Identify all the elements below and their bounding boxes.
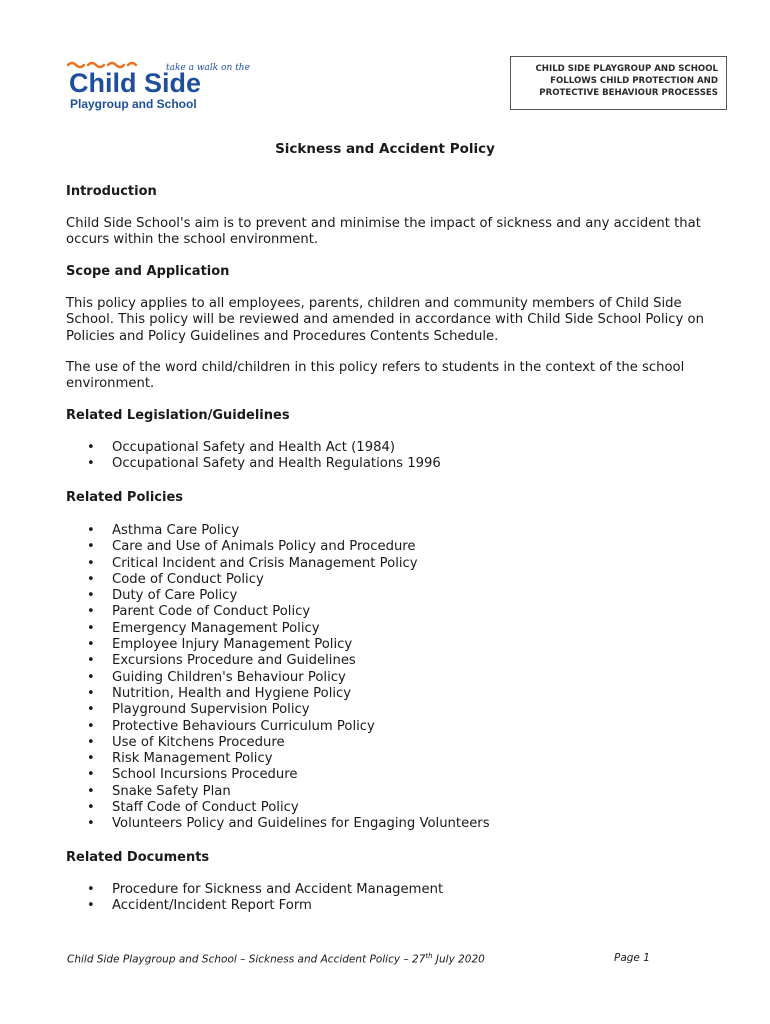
list-item: • Code of Conduct Policy <box>66 572 490 588</box>
list-item: • Emergency Management Policy <box>66 621 490 637</box>
policies-list <box>66 523 490 833</box>
legislation-list <box>66 440 441 473</box>
list-item: • Nutrition, Health and Hygiene Policy <box>66 686 490 702</box>
list-item: • Use of Kitchens Procedure <box>66 735 490 751</box>
document-title: Sickness and Accident Policy <box>275 141 495 157</box>
list-item: • Playground Supervision Policy <box>66 702 490 718</box>
list-item: • Excursions Procedure and Guidelines <box>66 653 490 669</box>
list-item: • Procedure for Sickness and Accident Management <box>66 882 443 898</box>
list-item: • Employee Injury Management Policy <box>66 637 490 653</box>
list-item: • Protective Behaviours Curriculum Policy <box>66 719 490 735</box>
introduction-text: Child Side School's aim is to prevent and minimise the impact of sickness and any accident that occurs within the school environment. <box>66 216 701 248</box>
page-number: Page 1 <box>614 952 650 964</box>
scope-children-text: The use of the word child/children in this policy refers to students in the context of the school environment. <box>66 360 685 392</box>
scope-heading: Scope and Application <box>66 264 230 279</box>
svg-text:Child Side: Child Side <box>69 68 202 98</box>
list-item: • Asthma Care Policy <box>66 523 490 539</box>
logo-graphic <box>66 58 250 116</box>
list-item: • Duty of Care Policy <box>66 588 490 604</box>
scope-text: This policy applies to all employees, parents, children and community members of Child Side School. This policy will be reviewed and amended in accordance with Child Side School Policy on Policies and Policy Guidelines and Procedures Contents Schedule. <box>66 296 704 344</box>
list-item: • Guiding Children's Behaviour Policy <box>66 670 490 686</box>
child-protection-notice <box>510 56 727 110</box>
list-item: • Accident/Incident Report Form <box>66 898 443 914</box>
legislation-heading: Related Legislation/Guidelines <box>66 408 290 423</box>
list-item: • School Incursions Procedure <box>66 767 490 783</box>
footer-date-month: July 2020 <box>432 953 485 966</box>
introduction-heading: Introduction <box>66 184 157 199</box>
list-item: • Staff Code of Conduct Policy <box>66 800 490 816</box>
school-logo <box>66 58 250 116</box>
notice-line-1: CHILD SIDE PLAYGROUP AND SCHOOL <box>535 64 718 74</box>
svg-text:Playgroup and School: Playgroup and School <box>70 97 197 111</box>
documents-heading: Related Documents <box>66 850 210 865</box>
list-item: • Care and Use of Animals Policy and Procedure <box>66 539 490 555</box>
list-item: • Risk Management Policy <box>66 751 490 767</box>
list-item: • Occupational Safety and Health Act (1984) <box>66 440 441 456</box>
footer-date-suffix: th <box>425 952 433 960</box>
list-item: • Parent Code of Conduct Policy <box>66 604 490 620</box>
svg-text:take a walk on the: take a walk on the <box>166 63 250 73</box>
list-item: • Occupational Safety and Health Regulations 1996 <box>66 456 441 472</box>
documents-list <box>66 882 443 915</box>
footer-text: Child Side Playgroup and School – Sickness and Accident Policy – 27 <box>67 953 426 966</box>
notice-line-3: PROTECTIVE BEHAVIOUR PROCESSES <box>539 88 718 98</box>
notice-line-2: FOLLOWS CHILD PROTECTION AND <box>550 76 718 86</box>
footer-document-info <box>67 952 485 966</box>
policies-heading: Related Policies <box>66 490 184 505</box>
list-item: • Critical Incident and Crisis Management Policy <box>66 556 490 572</box>
list-item: • Snake Safety Plan <box>66 784 490 800</box>
list-item: • Volunteers Policy and Guidelines for Engaging Volunteers <box>66 816 490 832</box>
